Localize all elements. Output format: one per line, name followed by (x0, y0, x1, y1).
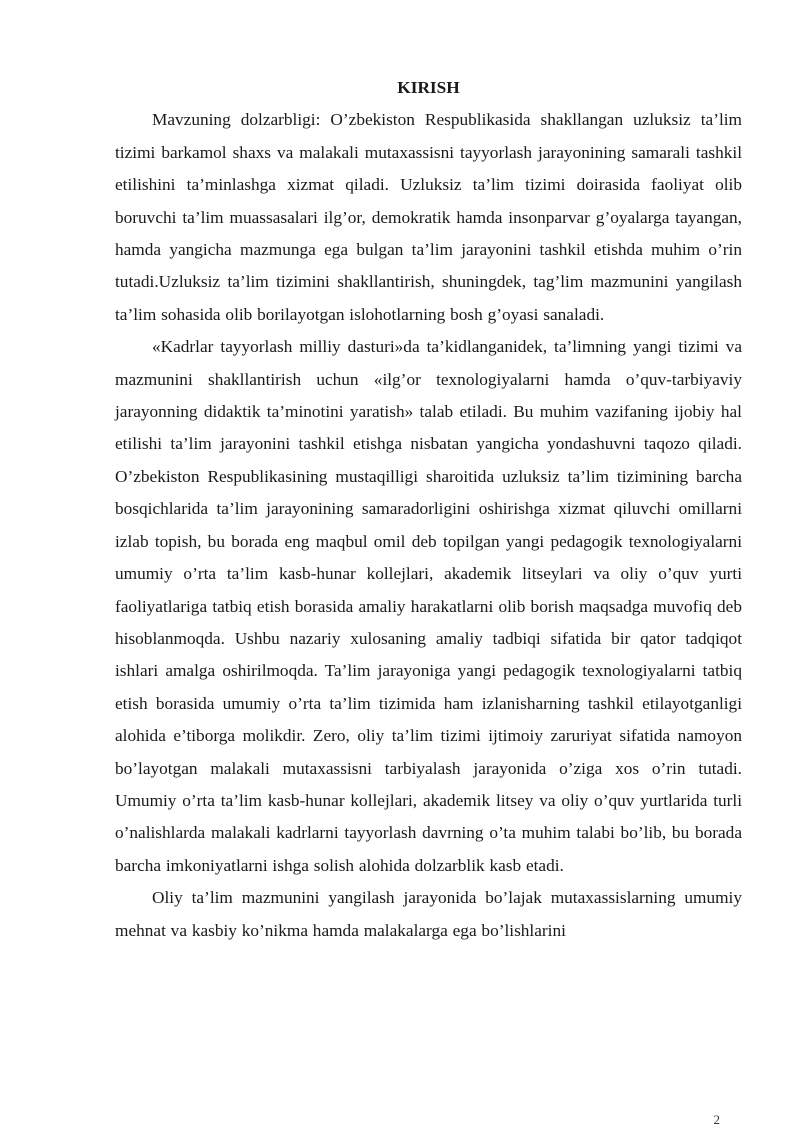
paragraph-personnel-program: «Kadrlar tayyorlash milliy dasturi»da ta’kidlanganidek, ta’limning yangi tizimi va mazmunini shakllantirish uchun «ilg’or texnologiyalarni hamda o’quv-tarbiyaviy jarayonning didaktik ta’minotini yaratish» talab etiladi. Bu muhim vazifaning ijobiy hal etilishi ta’lim jarayonini tashkil etishga nisbatan yangicha yondashuvni taqozo qiladi. O’zbekiston Respublikasining mustaqilligi sharoitida uzluksiz ta’lim tizimining barcha bosqichlarida ta’lim jarayonining samaradorligini oshirishga xizmat qiluvchi omillarni izlab topish, bu borada eng maqbul omil deb topilgan yangi pedagogik texnologiyalarni umumiy o’rta ta’lim kasb-hunar kollejlari, akademik litseylari va oliy o’quv yurti faoliyatlariga tatbiq etish borasida amaliy harakatlarni olib borish maqsadga muvofiq deb hisoblanmoqda. Ushbu nazariy xulosaning amaliy tadbiqi sifatida bir qator tadqiqot ishlari amalga oshirilmoqda. Ta’lim jarayoniga yangi pedagogik texnologiyalarni tatbiq etish borasida umumiy o’rta ta’lim tizimida ham izlanisharning tashkil etilayotganligi alohida e’tiborga molikdir. Zero, oliy ta’lim tizimi ijtimoiy zaruriyat sifatida namoyon bo’layotgan malakali mutaxassisni tarbiyalash jarayonida o’ziga xos o’rin tutadi. Umumiy o’rta ta’lim kasb-hunar kollejlari, akademik litsey va oliy o’quv yurtlarida turli o’nalishlarda malakali kadrlarni tayyorlash davrning o’ta muhim talabi bo’lib, bu borada barcha imkoniyatlarni ishga solish alohida dolzarblik kasb etadi. (115, 337, 742, 875)
paragraph-higher-education: Oliy ta’lim mazmunini yangilash jarayonida bo’lajak mutaxassislarning umumiy mehnat va kasbiy ko’nikma hamda malakalarga ega bo’lishlarini (115, 888, 742, 940)
page-number: 2 (713, 1112, 720, 1127)
page-body (115, 72, 742, 947)
section-title: KIRISH (397, 78, 460, 97)
paragraph-relevance: Mavzuning dolzarbligi: O’zbekiston Respublikasida shakllangan uzluksiz ta’lim tizimi barkamol shaxs va malakali mutaxassisni tayyorlash jarayonining samarali tashkil etilishini ta’minlashga xizmat qiladi. Uzluksiz ta’lim tizimi doirasida faoliyat olib boruvchi ta’lim muassasalari ilg’or, demokratik hamda insonparvar g’oyalarga tayangan, hamda yangicha mazmunga ega bulgan ta’lim jarayonini tashkil etishda muhim o’rin tutadi.Uzluksiz ta’lim tizimini shakllantirish, shuningdek, tag’lim mazmunini yangilash ta’lim sohasida olib borilayotgan islohotlarning bosh g’oyasi sanaladi. (115, 110, 742, 324)
